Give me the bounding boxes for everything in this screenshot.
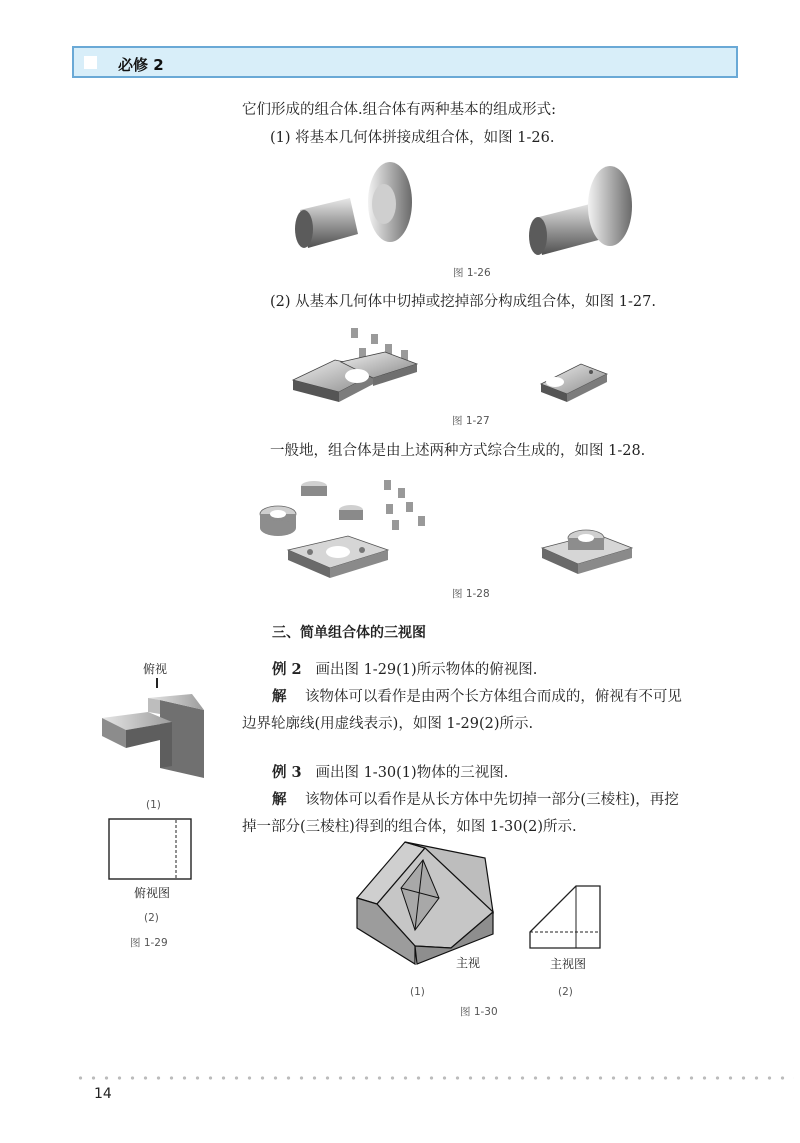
header-square-icon [84, 56, 97, 69]
combined-shape [529, 166, 632, 255]
item-1-text: (1) 将基本几何体拼接成组合体，如图 1-26. [270, 130, 555, 146]
figure-1-27-illustration [285, 322, 625, 412]
figure-1-29-object [100, 678, 210, 788]
footer-dotted-divider [74, 1076, 794, 1080]
figure-1-28-caption: 图 1-28 [452, 588, 490, 600]
example-2-text: 画出图 1-29(1)所示物体的俯视图. [315, 662, 538, 678]
example-2-solution-text-1: 该物体可以看作是由两个长方体组合而成的，俯视有不可见 [304, 689, 682, 705]
example-3-solution-label: 解 [272, 791, 287, 808]
fig-1-29-sub1: (1) [146, 799, 161, 811]
figure-1-30-front-view [528, 884, 602, 950]
plate-with-pieces [293, 352, 417, 402]
example-2-solution-line-2: 边界轮廓线(用虚线表示)，如图 1-29(2)所示. [242, 716, 534, 732]
section-title: 三、简单组合体的三视图 [272, 625, 426, 641]
fig-1-30-caption: 图 1-30 [460, 1006, 498, 1018]
cap-shape [368, 162, 412, 242]
example-3-solution-line-2: 掉一部分(三棱柱)得到的组合体，如图 1-30(2)所示. [242, 819, 577, 835]
chapter-header [72, 46, 738, 78]
fig-1-29-sub2: (2) [144, 912, 159, 924]
cylinder-shape [295, 198, 358, 248]
example-2-solution-line-1 [272, 687, 682, 707]
example-3-line [272, 763, 508, 783]
figure-1-28-illustration [258, 476, 638, 584]
figure-1-26-illustration [280, 160, 640, 260]
example-3-text: 画出图 1-30(1)物体的三视图. [315, 765, 509, 781]
fig-1-29-view-label: 俯视图 [134, 886, 171, 900]
example-2-label: 例 2 [272, 661, 302, 678]
intro-text: 它们形成的组合体.组合体有两种基本的组成形式: [242, 102, 556, 118]
header-title: 必修 2 [118, 56, 164, 74]
example-3-label: 例 3 [272, 764, 302, 781]
general-text: 一般地，组合体是由上述两种方式综合生成的，如图 1-28. [270, 443, 646, 459]
fig-1-30-sub1: (1) [410, 986, 425, 998]
example-3-solution-line-1 [272, 790, 679, 810]
example-2-solution-label: 解 [272, 688, 287, 705]
fig-1-30-front-label: 主视 [456, 956, 481, 970]
example-2-line [272, 660, 537, 680]
example-3-solution-text-1: 该物体可以看作是从长方体中先切掉一部分(三棱柱)，再挖 [304, 792, 679, 808]
page-number: 14 [94, 1086, 112, 1102]
figure-1-26-caption: 图 1-26 [453, 267, 491, 279]
result-plate [541, 364, 607, 402]
figure-1-27-caption: 图 1-27 [452, 415, 490, 427]
exploded-parts [260, 480, 425, 578]
fig-1-29-caption: 图 1-29 [130, 937, 168, 949]
item-2-text: (2) 从基本几何体中切掉或挖掉部分构成组合体，如图 1-27. [270, 294, 656, 310]
assembled-part [542, 530, 632, 574]
fig-1-30-sub2: (2) [558, 986, 573, 998]
fig-1-30-view-label: 主视图 [550, 957, 587, 971]
fig-1-29-top-label: 俯视 [143, 662, 168, 676]
figure-1-30-object [355, 838, 495, 964]
figure-1-29-top-view [108, 818, 192, 880]
